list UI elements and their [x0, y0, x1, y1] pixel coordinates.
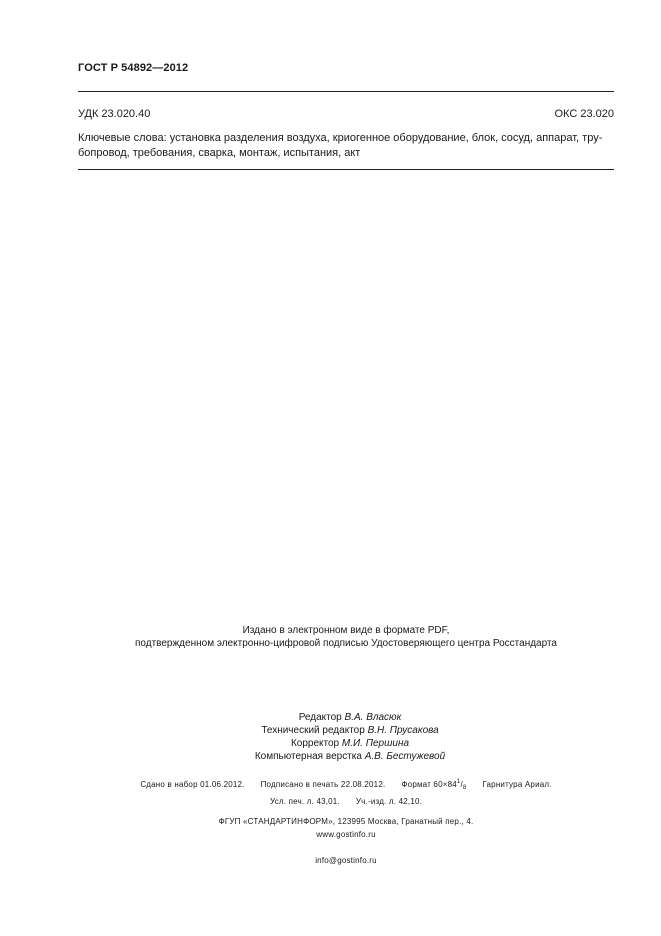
typeset-date: Сдано в набор 01.06.2012. [140, 780, 245, 789]
proofreader-line [200, 737, 500, 750]
print-details-line-2 [78, 795, 614, 809]
editor-role: Редактор [298, 712, 342, 723]
font-family-note: Гарнитура Ариал. [482, 780, 552, 789]
tech-editor-line [200, 724, 500, 737]
editor-name: В.А. Власюк [344, 712, 402, 723]
editorial-staff [200, 711, 500, 763]
publisher-sheets: Уч.-изд. л. 42,10. [355, 797, 423, 806]
bottom-divider [78, 169, 614, 170]
publisher-website[interactable]: www.gostinfo.ru [316, 830, 376, 839]
proofreader-name: М.И. Першина [341, 738, 410, 749]
electronic-edition-line-2: подтвержденном электронно-цифровой подписью Удостоверяющего центра Росстандарта [135, 638, 557, 649]
printed-sheets: Усл. печ. л. 43,01. [269, 797, 340, 806]
publisher-address: ФГУП «СТАНДАРТИНФОРМ», 123995 Москва, Гранатный пер., 4. [218, 817, 474, 826]
keywords-line-1: Ключевые слова: установка разделения воздуха, криогенное оборудование, блок, сосуд, аппарат, тру- [78, 132, 603, 144]
standard-number: ГОСТ Р 54892—2012 [78, 62, 189, 74]
udk-code: УДК 23.020.40 [78, 108, 151, 120]
layout-line [200, 750, 500, 763]
classification-row [78, 108, 614, 120]
oks-code: ОКС 23.020 [554, 108, 614, 120]
tech-editor-role: Технический редактор [261, 725, 365, 736]
paper-format-denominator: 8 [462, 785, 467, 791]
paper-format-label: Формат 60×84 [401, 780, 457, 789]
print-details-line-1 [78, 775, 614, 795]
electronic-edition-line-1: Издано в электронном виде в формате PDF, [242, 625, 450, 636]
keywords-line-2: бопровод, требования, сварка, монтаж, испытания, акт [78, 147, 361, 159]
electronic-edition-note [78, 624, 614, 650]
paper-format-slash: / [460, 780, 463, 789]
top-divider [78, 91, 614, 92]
keywords-block [78, 131, 614, 161]
signed-date: Подписано в печать 22.08.2012. [260, 780, 386, 789]
layout-name: А.В. Бестужевой [364, 751, 446, 762]
tech-editor-name: В.Н. Прусакова [367, 725, 439, 736]
publisher-info [78, 815, 614, 867]
layout-role: Компьютерная верстка [254, 751, 362, 762]
paper-format-numerator: 1 [456, 779, 461, 785]
publisher-contacts [78, 828, 614, 867]
print-details [78, 775, 614, 809]
paper-format [401, 780, 466, 789]
publisher-email[interactable]: info@gostinfo.ru [315, 856, 377, 865]
editor-line [200, 711, 500, 724]
proofreader-role: Корректор [290, 738, 340, 749]
